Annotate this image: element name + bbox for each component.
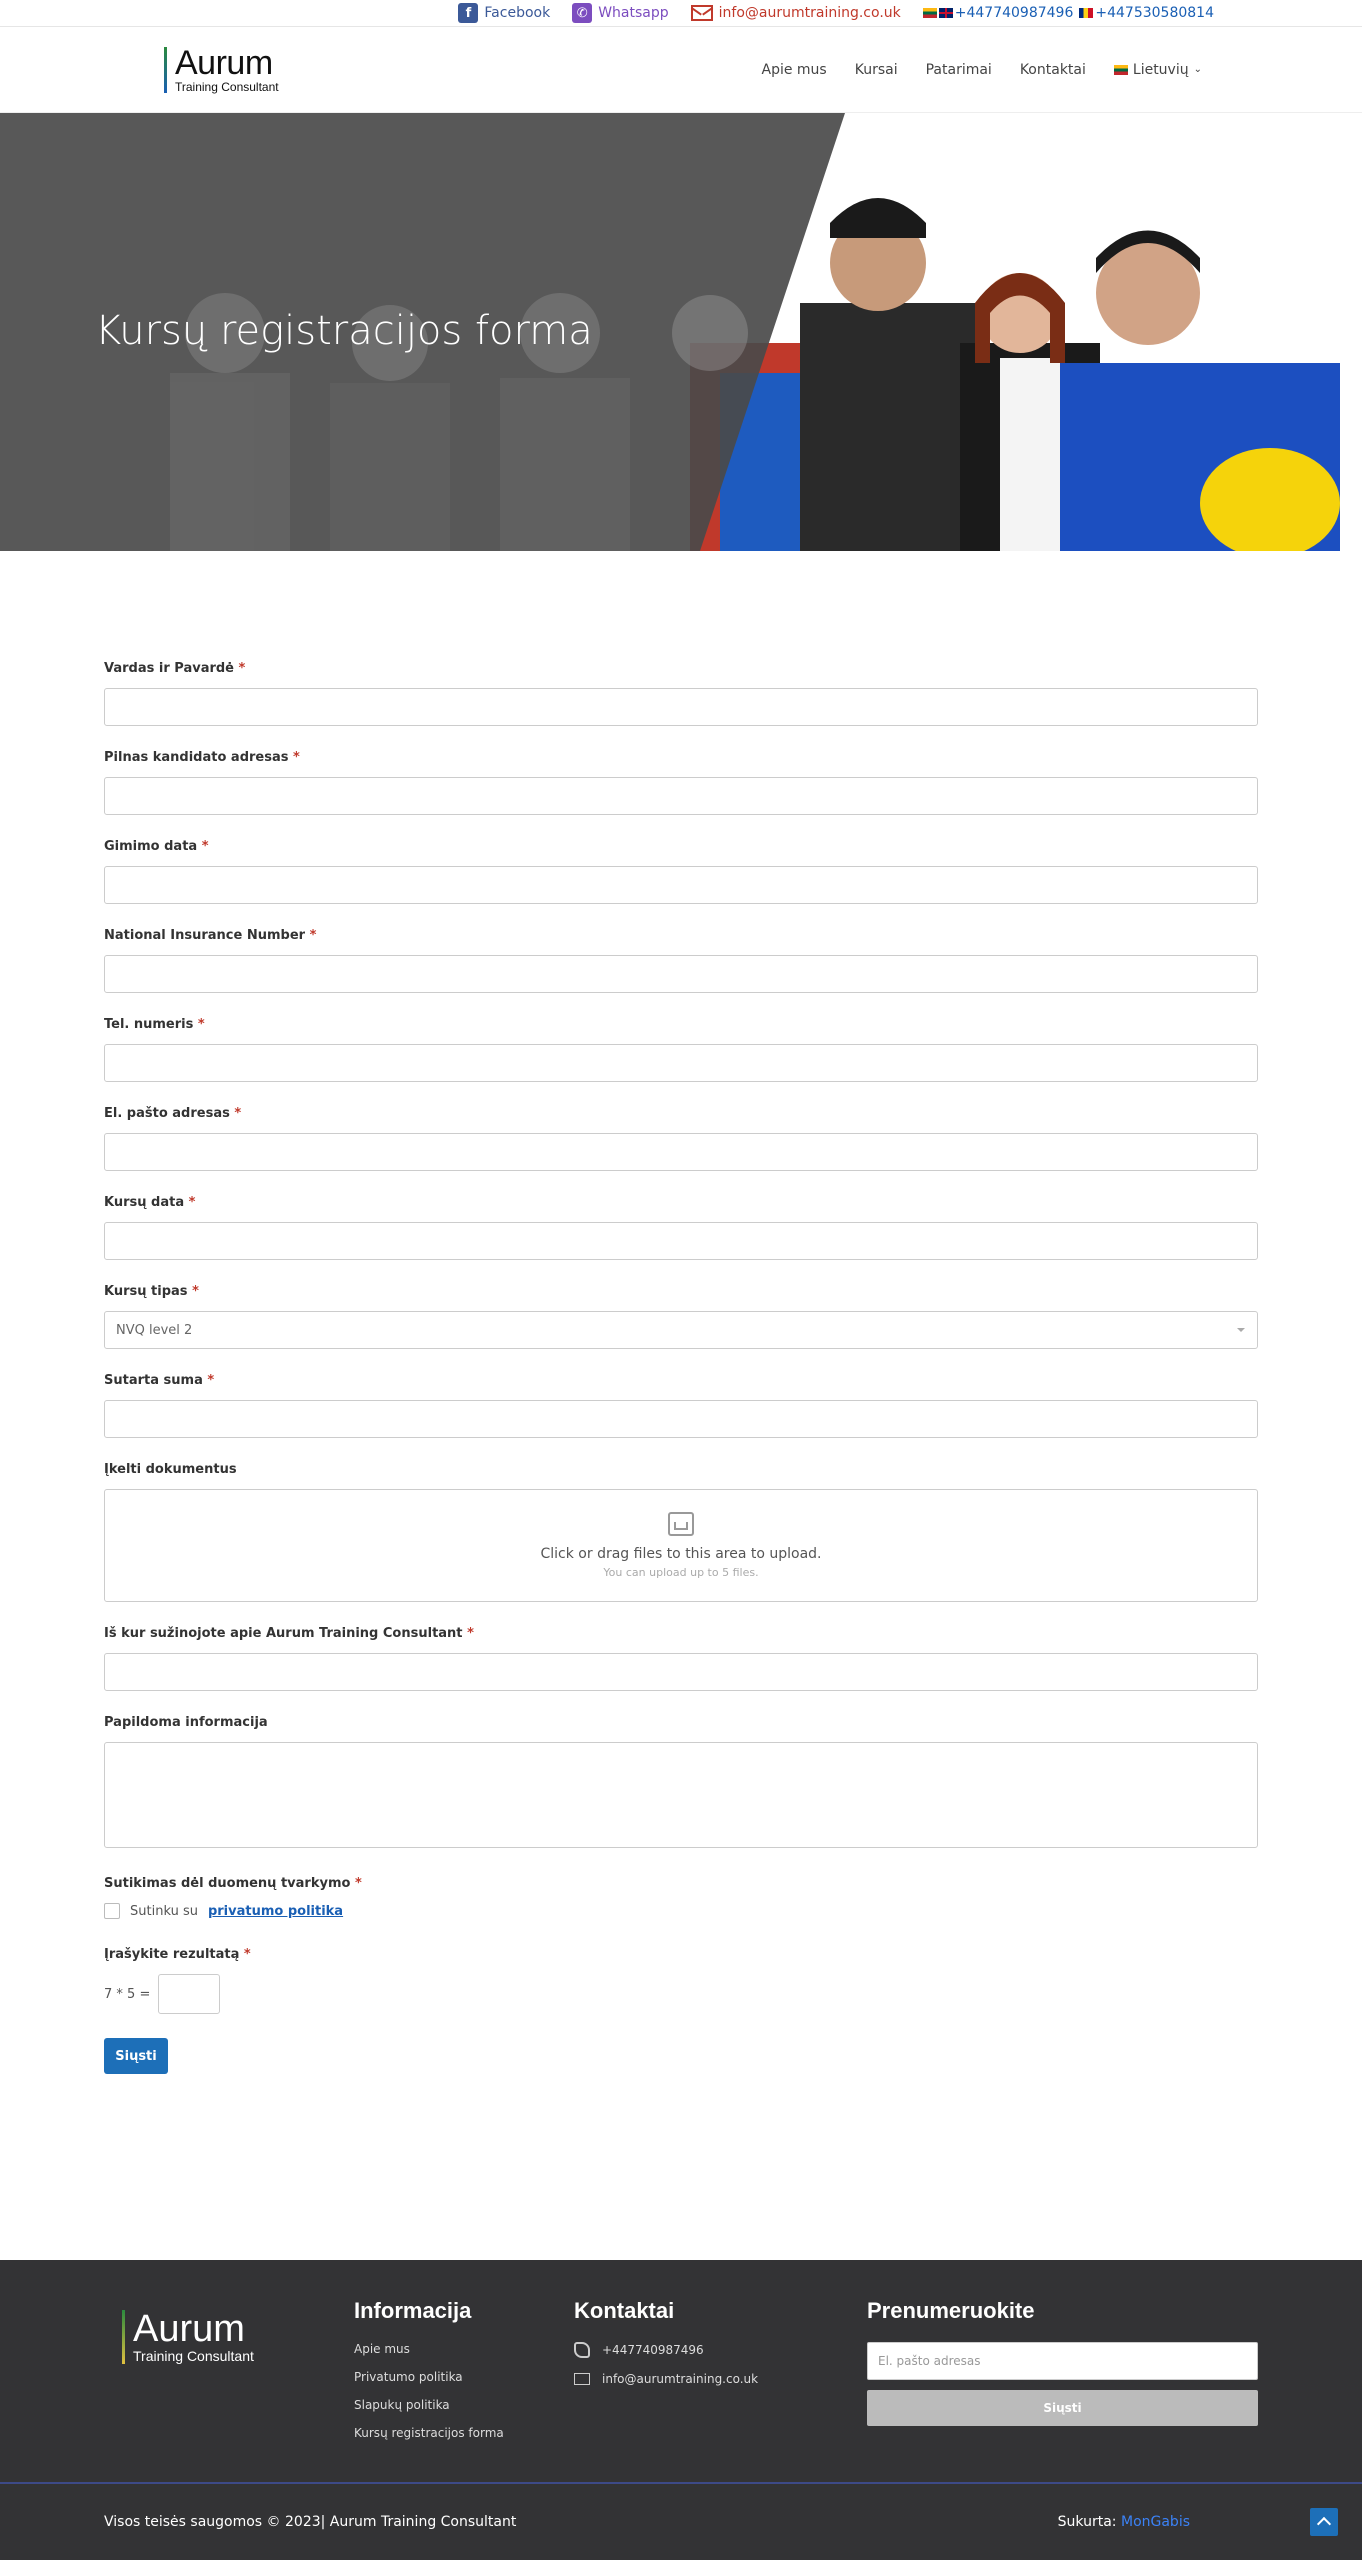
field-label: Pilnas kandidato adresas * [104,750,300,765]
submit-button[interactable]: Siųsti [104,2038,168,2074]
field-course-type [104,1284,1258,1349]
lithuania-flag-icon [923,8,937,18]
nav-item-patarimai[interactable]: Patarimai [925,61,992,78]
field-consent [104,1876,1258,1919]
subscribe-button[interactable]: Siųsti [867,2390,1258,2426]
email-label: info@aurumtraining.co.uk [718,5,901,21]
logo-bar [122,2310,125,2364]
field-email [104,1106,1258,1171]
field-course-date [104,1195,1258,1260]
field-label: Papildoma informacija [104,1715,268,1730]
footer-phone-text: +447740987496 [602,2343,704,2357]
footer-email[interactable] [574,2372,867,2386]
course-date-input[interactable] [104,1222,1258,1260]
lithuania-flag-icon [1114,65,1128,75]
field-label: National Insurance Number * [104,928,317,943]
field-label: Sutikimas dėl duomenų tvarkymo * [104,1876,362,1891]
romania-flag-icon [1079,8,1093,18]
site-header [0,27,1362,113]
captcha-input[interactable] [158,1974,220,2014]
address-input[interactable] [104,777,1258,815]
footer-info-title: Informacija [354,2298,472,2323]
site-footer [0,2260,1362,2560]
source-input[interactable] [104,1653,1258,1691]
field-label: Vardas ir Pavardė * [104,661,246,676]
whatsapp-link[interactable] [572,3,668,23]
field-label: Gimimo data * [104,839,209,854]
footer-link-cookies[interactable]: Slapukų politika [354,2398,450,2412]
nav-item-kursai[interactable]: Kursai [854,61,898,78]
envelope-icon [574,2373,590,2385]
field-label: Kursų tipas * [104,1284,199,1299]
field-address [104,750,1258,815]
footer-phone[interactable] [574,2342,867,2358]
footer-logo-name: Aurum [133,2308,245,2350]
footer-bottom-bar [0,2482,1362,2560]
privacy-policy-link[interactable]: privatumo politika [207,1903,344,1919]
whatsapp-icon: ✆ [572,3,592,23]
course-type-select[interactable]: NVQ level 2 [104,1311,1258,1349]
chevron-down-icon: ⌄ [1193,64,1202,75]
field-label: Tel. numeris * [104,1017,205,1032]
additional-info-textarea[interactable] [104,1742,1258,1848]
ni-number-input[interactable] [104,955,1258,993]
file-dropzone[interactable] [104,1489,1258,1602]
nav-item-kontaktai[interactable]: Kontaktai [1019,61,1086,78]
birth-date-input[interactable] [104,866,1258,904]
field-upload [104,1462,1258,1602]
field-phone [104,1017,1258,1082]
hero-banner [0,113,1362,551]
field-captcha [104,1947,1258,2014]
captcha-row [104,1974,1258,2014]
footer-contacts-title: Kontaktai [574,2298,675,2323]
field-ni-number [104,928,1258,993]
logo-bar [164,47,167,93]
phone-2[interactable]: +447530580814 [1095,5,1214,21]
language-switcher[interactable] [1114,62,1202,78]
footer-subscribe-column [867,2298,1258,2482]
footer-contacts-column [574,2298,867,2482]
nav-item-apie-mus[interactable]: Apie mus [761,61,827,78]
credit-link[interactable]: MonGabis [1120,2514,1190,2530]
footer-subscribe-title: Prenumeruokite [867,2298,1035,2323]
subscribe-email-input[interactable]: El. pašto adresas [867,2342,1258,2380]
field-label: Kursų data * [104,1195,196,1210]
field-label: El. pašto adresas * [104,1106,242,1121]
field-label: Įkelti dokumentus [104,1462,237,1477]
amount-input[interactable] [104,1400,1258,1438]
footer-logo[interactable] [122,2310,354,2364]
topbar [0,0,1362,27]
footer-email-text: info@aurumtraining.co.uk [602,2372,759,2386]
phone-1[interactable]: +447740987496 [954,5,1074,21]
consent-text: Sutinku su [130,1903,198,1919]
phone-input[interactable] [104,1044,1258,1082]
field-additional [104,1715,1258,1848]
language-label: Lietuvių [1132,61,1189,78]
site-logo[interactable] [164,43,279,94]
uk-flag-icon [939,8,953,18]
email-link[interactable] [691,5,901,21]
copyright-text: Visos teisės saugomos © 2023| Aurum Training Consultant [104,2514,517,2530]
footer-link-privacy[interactable]: Privatumo politika [354,2370,463,2384]
field-label: Sutarta suma * [104,1373,215,1388]
inbox-icon [668,1512,694,1536]
field-amount [104,1373,1258,1438]
facebook-link[interactable] [458,3,550,23]
dropzone-text: Click or drag files to this area to upload. [540,1546,822,1562]
field-label: Įrašykite rezultatą * [104,1947,251,1962]
whatsapp-label: Whatsapp [598,5,669,21]
phone-icon [574,2342,590,2358]
footer-logo-subtitle: Training Consultant [133,2348,254,2364]
facebook-label: Facebook [484,5,551,21]
logo-subtitle: Training Consultant [175,79,279,94]
credit [1058,2514,1190,2530]
phone-links[interactable] [923,5,1214,21]
field-birth-date [104,839,1258,904]
scroll-to-top-button[interactable] [1310,2508,1338,2536]
field-source [104,1626,1258,1691]
logo-name: Aurum [175,43,273,82]
email-input[interactable] [104,1133,1258,1171]
facebook-icon: f [458,3,478,23]
footer-info-column [354,2298,574,2482]
dropzone-hint: You can upload up to 5 files. [603,1566,759,1579]
full-name-input[interactable] [104,688,1258,726]
footer-link-apie-mus[interactable]: Apie mus [354,2342,410,2356]
captcha-question: 7 * 5 = [104,1986,151,2002]
field-full-name [104,661,1258,726]
consent-row [104,1903,1258,1919]
field-label: Iš kur sužinojote apie Aurum Training Consultant * [104,1626,474,1641]
main-nav [762,62,1203,78]
page-title: Kursų registracijos forma [95,308,593,354]
footer-link-registration[interactable]: Kursų registracijos forma [354,2426,504,2440]
mail-icon [691,5,713,21]
registration-form [0,551,1362,2074]
consent-checkbox[interactable] [104,1903,120,1919]
credit-label: Sukurta: [1057,2514,1117,2530]
